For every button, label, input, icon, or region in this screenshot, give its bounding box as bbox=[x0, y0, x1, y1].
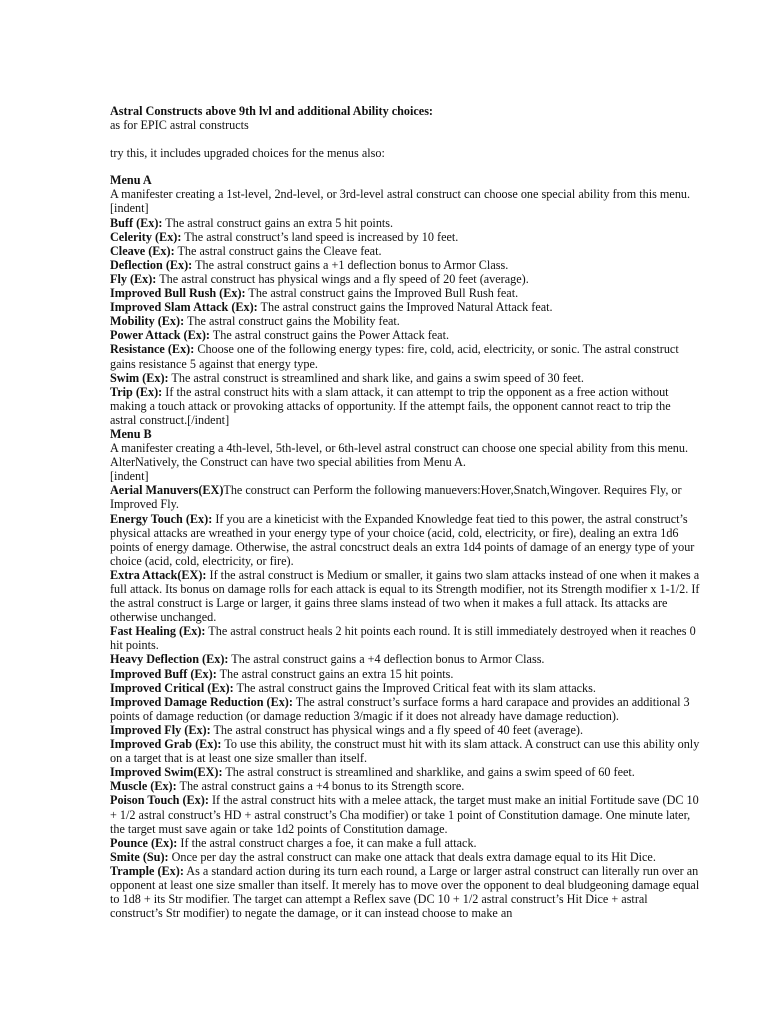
ability-description: The astral construct heals 2 hit points each round. It is still immediately destroyed when it reaches 0 hit points. bbox=[110, 624, 696, 653]
ability-entry bbox=[110, 864, 700, 920]
ability-entry bbox=[110, 342, 700, 370]
ability-name: Heavy Deflection (Ex): bbox=[110, 652, 229, 667]
document-subtitle: as for EPIC astral constructs bbox=[110, 118, 249, 133]
ability-name: Poison Touch (Ex): bbox=[110, 793, 209, 808]
menu-a-indent-tag: [indent] bbox=[110, 201, 149, 216]
ability-name: Energy Touch (Ex): bbox=[110, 511, 213, 526]
ability-entry bbox=[110, 624, 700, 652]
ability-entry bbox=[110, 314, 700, 328]
menu-b-heading: Menu B bbox=[110, 426, 152, 441]
ability-name: Improved Bull Rush (Ex): bbox=[110, 286, 246, 301]
ability-entry bbox=[110, 793, 700, 835]
ability-description: The astral construct gains the Mobility feat. bbox=[184, 314, 400, 329]
ability-entry bbox=[110, 328, 700, 342]
ability-name: Pounce (Ex): bbox=[110, 835, 178, 850]
ability-entry bbox=[110, 286, 700, 300]
ability-entry bbox=[110, 723, 700, 737]
ability-description: The astral construct has physical wings and a fly speed of 40 feet (average). bbox=[210, 722, 584, 737]
ability-name: Aerial Manuvers(EX) bbox=[110, 483, 224, 498]
ability-name: Improved Buff (Ex): bbox=[110, 666, 217, 681]
ability-name: Trample (Ex): bbox=[110, 863, 184, 878]
ability-description: The astral construct is streamlined and shark like, and gains a swim speed of 30 feet. bbox=[168, 370, 584, 385]
ability-description: To use this ability, the construct must hit with its slam attack. A construct can use this ability only on a target that is at least one size smaller than itself. bbox=[110, 737, 700, 766]
intro-note: try this, it includes upgraded choices for the menus also: bbox=[110, 146, 385, 161]
ability-name: Buff (Ex): bbox=[110, 215, 163, 230]
ability-name: Extra Attack(EX): bbox=[110, 567, 207, 582]
ability-entry bbox=[110, 512, 700, 568]
ability-description: The astral construct gains a +4 bonus to its Strength score. bbox=[176, 779, 465, 794]
menu-b-indent-tag: [indent] bbox=[110, 469, 149, 484]
ability-entry bbox=[110, 300, 700, 314]
menu-a-intro: A manifester creating a 1st-level, 2nd-level, or 3rd-level astral construct can choose one special ability from this menu. bbox=[110, 187, 691, 202]
ability-entry bbox=[110, 681, 700, 695]
ability-entry bbox=[110, 765, 700, 779]
ability-name: Celerity (Ex): bbox=[110, 229, 182, 244]
ability-name: Improved Critical (Ex): bbox=[110, 680, 234, 695]
ability-description: The astral construct’s land speed is increased by 10 feet. bbox=[181, 229, 459, 244]
ability-name: Cleave (Ex): bbox=[110, 243, 175, 258]
ability-name: Muscle (Ex): bbox=[110, 779, 177, 794]
ability-description: The astral construct gains the Power Attack feat. bbox=[209, 328, 450, 343]
ability-entry bbox=[110, 230, 700, 244]
ability-description: The astral construct has physical wings and a fly speed of 20 feet (average). bbox=[156, 271, 529, 286]
ability-name: Fast Healing (Ex): bbox=[110, 624, 206, 639]
ability-description: If the astral construct hits with a slam attack, it can attempt to trip the opponent as a free action without making a touch attack or provoking attacks of opportunity. If the attempt fails, the opponent cannot react to trip the astral construct.[/indent] bbox=[110, 384, 671, 427]
ability-description: The astral construct is streamlined and sharklike, and gains a swim speed of 60 feet. bbox=[222, 765, 635, 780]
menu-a-heading: Menu A bbox=[110, 173, 152, 188]
ability-entry bbox=[110, 244, 700, 258]
ability-description: The astral construct gains an extra 5 hit points. bbox=[162, 215, 394, 230]
ability-entry bbox=[110, 850, 700, 864]
ability-name: Improved Damage Reduction (Ex): bbox=[110, 694, 293, 709]
ability-name: Mobility (Ex): bbox=[110, 314, 185, 329]
menu-b-intro: A manifester creating a 4th-level, 5th-level, or 6th-level astral construct can choose one special ability from this menu. AlterNatively, the Construct can have two special abilities from Menu A. bbox=[110, 441, 689, 470]
ability-description: The astral construct’s surface forms a hard carapace and provides an additional 3 points of damage reduction (or damage reduction 3/magic if it does not already have damage reduction). bbox=[110, 694, 690, 723]
ability-entry bbox=[110, 568, 700, 624]
ability-entry bbox=[110, 371, 700, 385]
ability-description: If the astral construct hits with a melee attack, the target must make an initial Fortitude save (DC 10 + 1/2 astral construct’s HD + astral construct’s Cha modifier) or take 1 point of Constitution damage. One minute later, the target must save again or take 1d2 points of Constitution damage. bbox=[110, 793, 699, 836]
ability-entry bbox=[110, 652, 700, 666]
ability-description: The astral construct gains the Improved Critical feat with its slam attacks. bbox=[233, 680, 596, 695]
ability-entry bbox=[110, 836, 700, 850]
ability-description: The astral construct gains the Improved Bull Rush feat. bbox=[245, 286, 519, 301]
ability-name: Power Attack (Ex): bbox=[110, 328, 210, 343]
document-title: Astral Constructs above 9th lvl and additional Ability choices: bbox=[110, 104, 433, 118]
ability-entry bbox=[110, 737, 700, 765]
ability-description: Choose one of the following energy types: fire, cold, acid, electricity, or sonic. The astral construct gains resistance 5 against that energy type. bbox=[110, 342, 679, 371]
ability-entry bbox=[110, 483, 700, 511]
ability-name: Swim (Ex): bbox=[110, 370, 169, 385]
ability-description: The astral construct gains a +4 deflection bonus to Armor Class. bbox=[228, 652, 545, 667]
ability-name: Improved Fly (Ex): bbox=[110, 722, 211, 737]
ability-description: The astral construct gains the Improved Natural Attack feat. bbox=[257, 300, 553, 315]
ability-entry bbox=[110, 695, 700, 723]
ability-name: Smite (Su): bbox=[110, 849, 169, 864]
ability-description: If you are a kineticist with the Expanded Knowledge feat tied to this power, the astral construct’s physical attacks are wreathed in your energy type of your choice (acid, cold, electricity, or fire), dealing an extra 1d6 points of energy damage. Otherwise, the astral concstruct deals an extra 1d4 points of damage of an energy type of your choice (acid, cold, electricity, or fire). bbox=[110, 511, 695, 568]
ability-name: Improved Slam Attack (Ex): bbox=[110, 300, 258, 315]
ability-name: Improved Swim(EX): bbox=[110, 765, 223, 780]
ability-entry bbox=[110, 258, 700, 272]
ability-description: The astral construct gains the Cleave feat. bbox=[174, 243, 382, 258]
ability-entry bbox=[110, 779, 700, 793]
menu-a-ability-list bbox=[110, 216, 700, 427]
ability-entry bbox=[110, 667, 700, 681]
ability-name: Deflection (Ex): bbox=[110, 257, 193, 272]
ability-description: The astral construct gains an extra 15 hit points. bbox=[216, 666, 454, 681]
ability-description: If the astral construct charges a foe, it can make a full attack. bbox=[177, 835, 477, 850]
ability-description: As a standard action during its turn each round, a Large or larger astral construct can literally run over an opponent at least one size smaller than itself. It merely has to move over the opponent to deal bludgeoning damage equal to 1d8 + its Str modifier. The target can attempt a Reflex save (DC 10 + 1/2 astral construct’s Hit Dice + astral construct’s Str modifier) to negate the damage, or it can instead choose to make an bbox=[110, 863, 700, 921]
ability-entry bbox=[110, 272, 700, 286]
ability-description: Once per day the astral construct can make one attack that deals extra damage equal to its Hit Dice. bbox=[168, 849, 656, 864]
ability-entry bbox=[110, 385, 700, 427]
ability-name: Resistance (Ex): bbox=[110, 342, 195, 357]
ability-name: Trip (Ex): bbox=[110, 384, 163, 399]
ability-entry bbox=[110, 216, 700, 230]
ability-description: The construct can Perform the following manuevers:Hover,Snatch,Wingover. Requires Fly, or Improved Fly. bbox=[110, 483, 682, 512]
ability-description: The astral construct gains a +1 deflection bonus to Armor Class. bbox=[192, 257, 509, 272]
menu-b-ability-list bbox=[110, 483, 700, 920]
ability-description: If the astral construct is Medium or smaller, it gains two slam attacks instead of one when it makes a full attack. Its bonus on damage rolls for each attack is equal to its Strength modifier, not its Strength modifier x 1-1/2. If the astral construct is Large or larger, it gains three slams instead of two when it makes a full attack. Its attacks are otherwise unchanged. bbox=[110, 567, 700, 625]
ability-name: Improved Grab (Ex): bbox=[110, 737, 222, 752]
document-body bbox=[110, 104, 700, 920]
ability-name: Fly (Ex): bbox=[110, 271, 157, 286]
